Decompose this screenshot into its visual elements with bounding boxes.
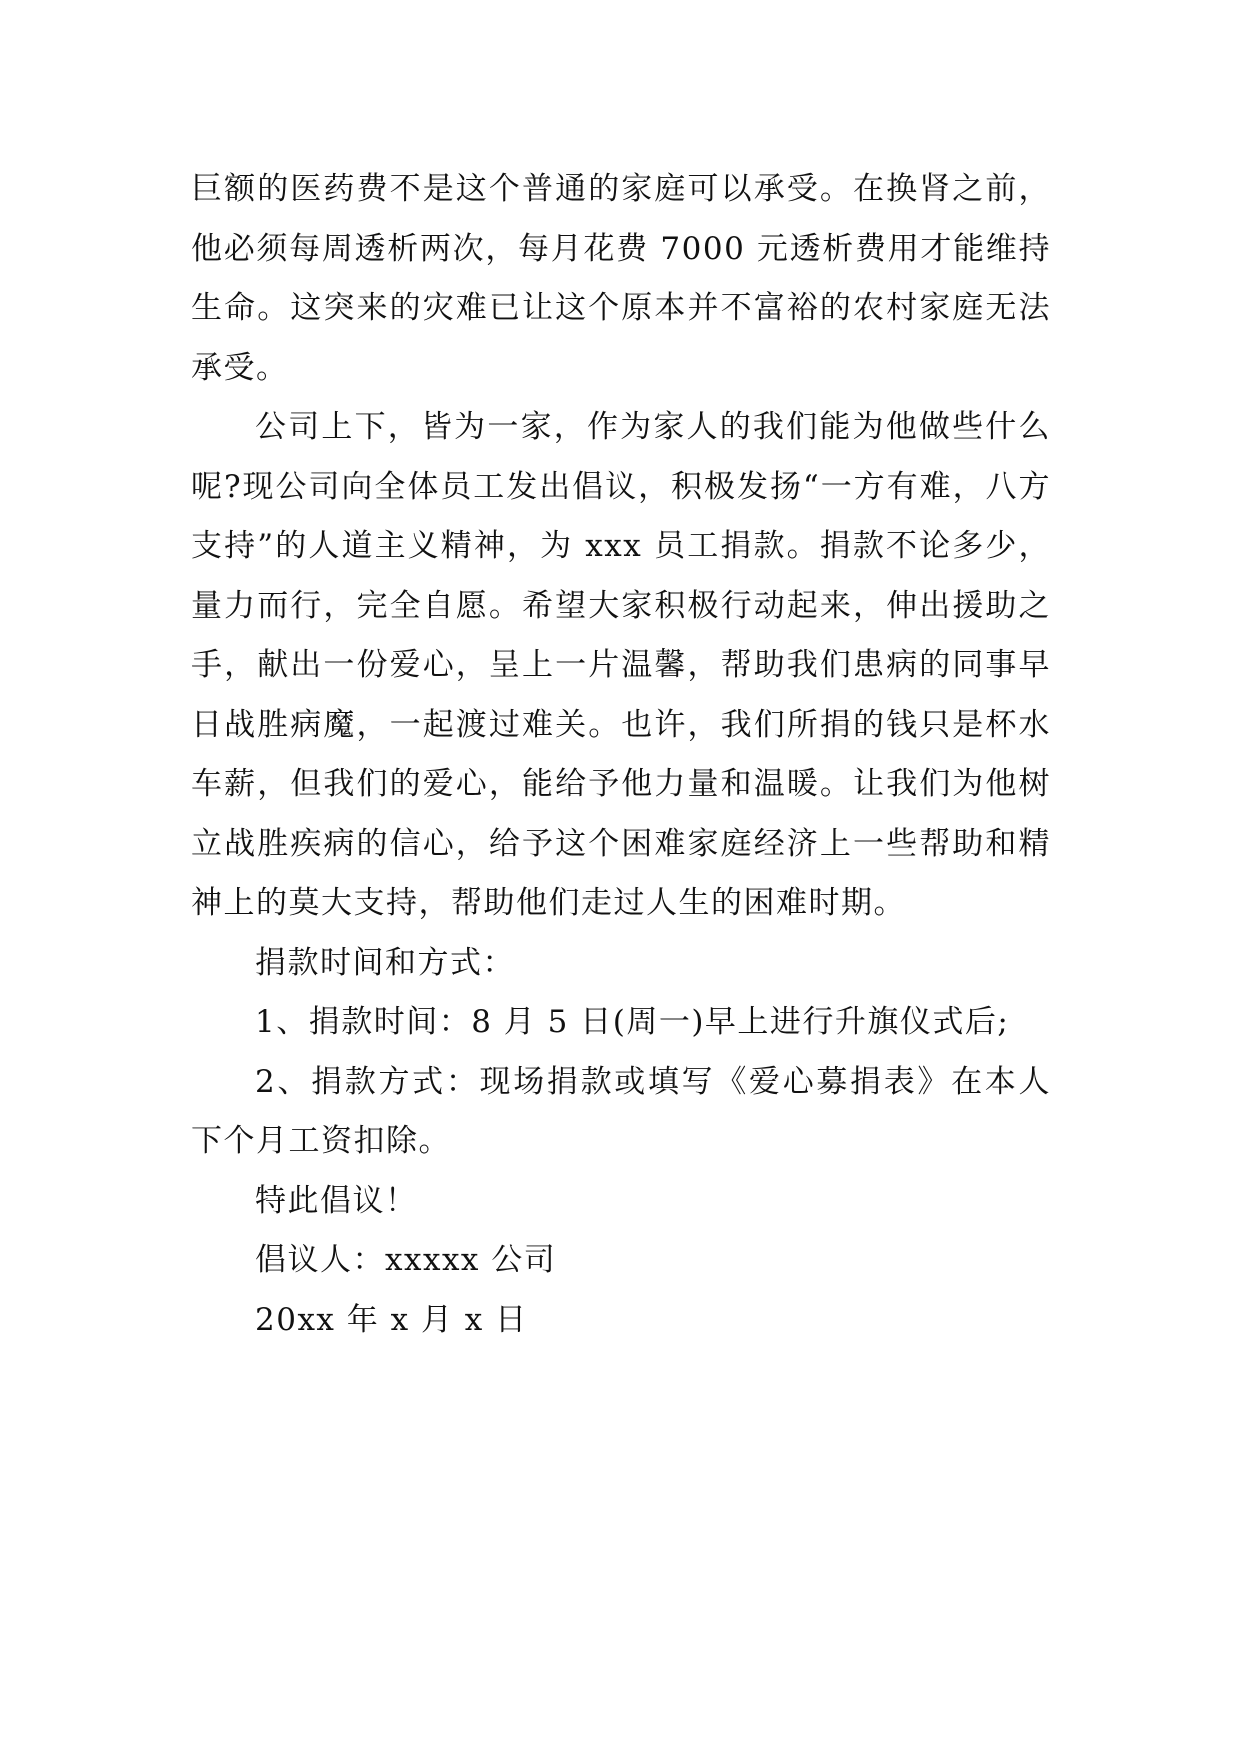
donation-time-item: 1、捐款时间：8 月 5 日(周一)早上进行升旗仪式后; — [255, 1004, 1010, 1040]
donation-method-item: 2、捐款方式：现场捐款或填写《爱心募捐表》在本人下个月工资扣除。 — [191, 1063, 1051, 1159]
paragraph-donation-appeal: 公司上下，皆为一家，作为家人的我们能为他做些什么呢?现公司向全体员工发出倡议，积极发扬“一方有难，八方支持”的人道主义精神，为 xxx 员工捐款。捐款不论多少，量力而行，完全自愿。希望大家积极行动起来，伸出援助之手，献出一份爱心，呈上一片温馨，帮助我们患病的同事早日战胜病魔，一起渡过难关。也许，我们所捐的钱只是杯水车薪，但我们的爱心，能给予他力量和温暖。让我们为他树立战胜疾病的信心，给予这个困难家庭经济上一些帮助和精神上的莫大支持，帮助他们走过人生的困难时期。 — [191, 409, 1051, 921]
document-body — [191, 160, 1051, 1350]
initiator-signature: 倡议人：xxxxx 公司 — [255, 1242, 557, 1278]
donation-method-heading: 捐款时间和方式： — [255, 944, 515, 981]
paragraph-medical-cost: 巨额的医药费不是这个普通的家庭可以承受。在换肾之前，他必须每周透析两次，每月花费 7000 元透析费用才能维持生命。这突来的灾难已让这个原本并不富裕的农村家庭无法承受。 — [191, 171, 1051, 386]
document-date: 20xx 年 x 月 x 日 — [255, 1301, 528, 1338]
closing-statement: 特此倡议！ — [255, 1182, 418, 1219]
